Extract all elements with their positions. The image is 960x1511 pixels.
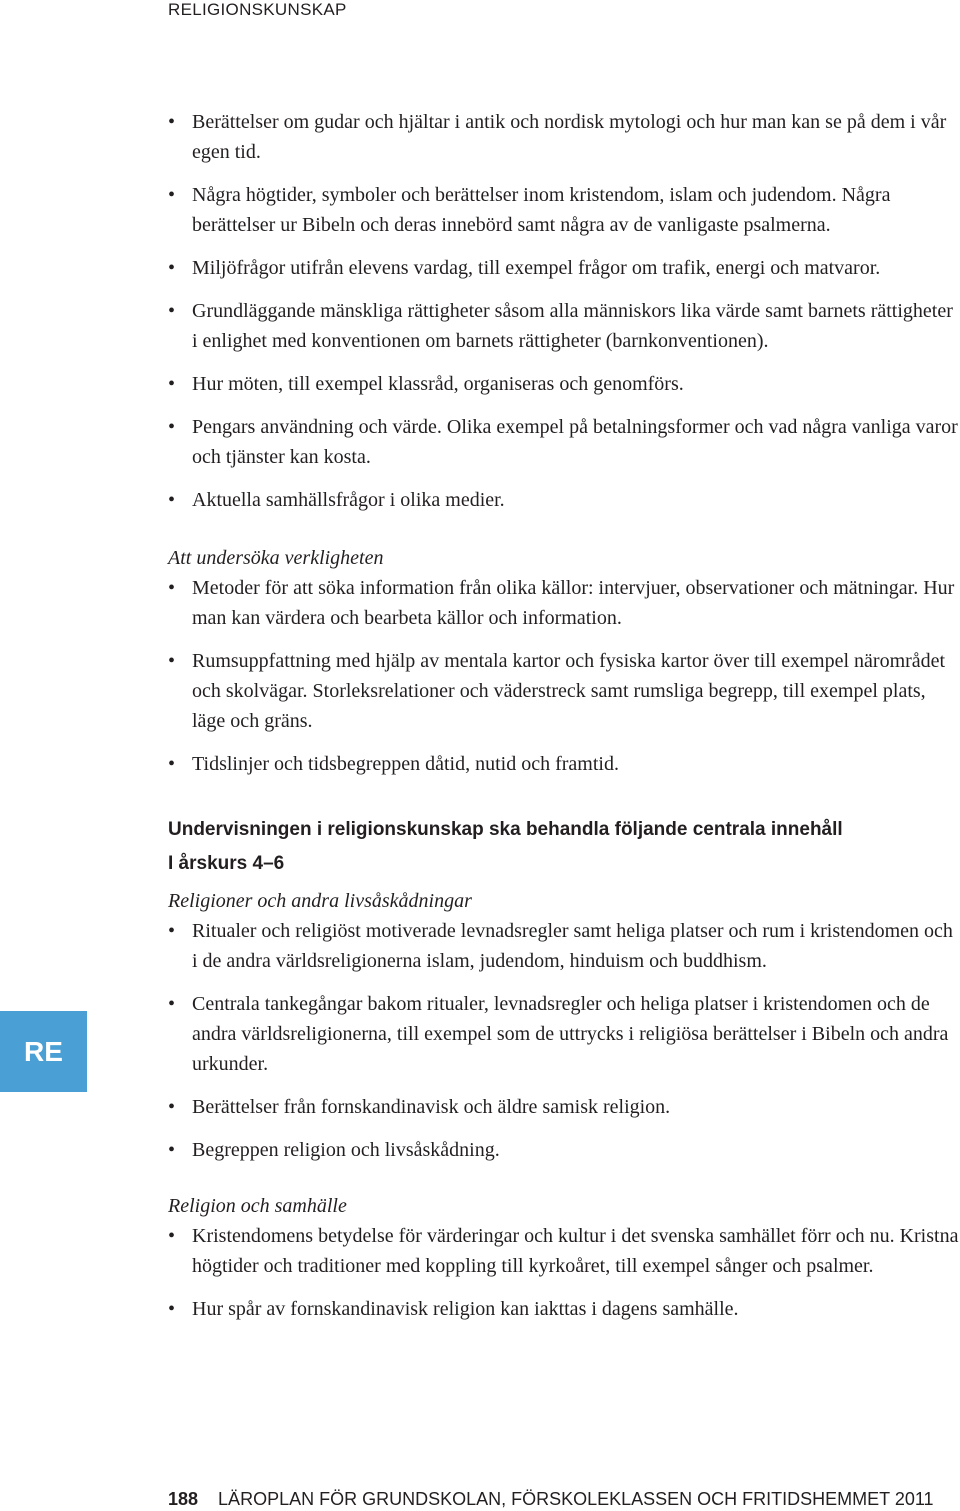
grade-heading: I årskurs 4–6: [168, 853, 285, 874]
main-content: [168, 107, 960, 1337]
subject-tab: RE: [0, 1011, 87, 1092]
subheading-religions: Religioner och andra livsåskådningar: [168, 890, 472, 912]
list-item: • Tidslinjer och tidsbegreppen dåtid, nutid och framtid.: [168, 749, 960, 779]
list-item: • Ritualer och religiöst motiverade levnadsregler samt heliga platser och rum i kristendomen och i de andra världsreligionerna islam, judendom, hinduism och buddhism.: [168, 916, 960, 976]
society-list: [168, 1221, 960, 1324]
list-item: • Några högtider, symboler och berättelser inom kristendom, islam och judendom. Några berättelser ur Bibeln och deras innebörd samt några av de vanligaste psalmerna.: [168, 180, 960, 240]
list-item: • Aktuella samhällsfrågor i olika medier.: [168, 485, 960, 515]
religions-list: [168, 916, 960, 1165]
list-item: • Hur möten, till exempel klassråd, organiseras och genomförs.: [168, 369, 960, 399]
running-head: RELIGIONSKUNSKAP: [168, 0, 347, 19]
list-item: • Kristendomens betydelse för värderingar och kultur i det svenska samhället förr och nu. Kristna högtider och traditioner med koppling till kyrkoåret, till exempel sånger och psalmer.: [168, 1221, 960, 1281]
list-item: • Centrala tankegångar bakom ritualer, levnadsregler och heliga platser i kristendomen och de andra världsreligionerna, till exempel som de uttrycks i religiösa berättelser i Bibeln och andra urkunder.: [168, 989, 960, 1079]
section-title: Undervisningen i religionskunskap ska behandla följande centrala innehåll: [168, 819, 843, 840]
page-number: 188: [168, 1489, 199, 1509]
list-item: • Berättelser om gudar och hjältar i antik och nordisk mytologi och hur man kan se på dem i vår egen tid.: [168, 107, 960, 167]
list-item: • Pengars användning och värde. Olika exempel på betalningsformer och vad några vanliga varor och tjänster kan kosta.: [168, 412, 960, 472]
top-list: [168, 107, 960, 515]
list-item: • Miljöfrågor utifrån elevens vardag, till exempel frågor om trafik, energi och matvaror.: [168, 253, 960, 283]
list-item: • Grundläggande mänskliga rättigheter såsom alla människors lika värde samt barnets rättigheter i enlighet med konventionen om barnets rättigheter (barnkonventionen).: [168, 296, 960, 356]
list-item: • Rumsuppfattning med hjälp av mentala kartor och fysiska kartor över till exempel närområdet och skolvägar. Storleksrelationer och väderstreck samt rumsliga begrepp, till exempel plats, läge och gräns.: [168, 646, 960, 736]
list-item: • Begreppen religion och livsåskådning.: [168, 1135, 960, 1165]
list-item: • Berättelser från fornskandinavisk och äldre samisk religion.: [168, 1092, 960, 1122]
subheading-society: Religion och samhälle: [168, 1195, 347, 1217]
footer-title: LÄROPLAN FÖR GRUNDSKOLAN, FÖRSKOLEKLASSEN OCH FRITIDSHEMMET 2011: [218, 1489, 934, 1509]
investigate-list: [168, 573, 960, 779]
list-item: • Hur spår av fornskandinavisk religion kan iakttas i dagens samhälle.: [168, 1294, 960, 1324]
subheading-investigate: Att undersöka verkligheten: [168, 547, 384, 569]
list-item: • Metoder för att söka information från olika källor: intervjuer, observationer och mätningar. Hur man kan värdera och bearbeta källor och information.: [168, 573, 960, 633]
page-footer: [168, 1487, 934, 1511]
